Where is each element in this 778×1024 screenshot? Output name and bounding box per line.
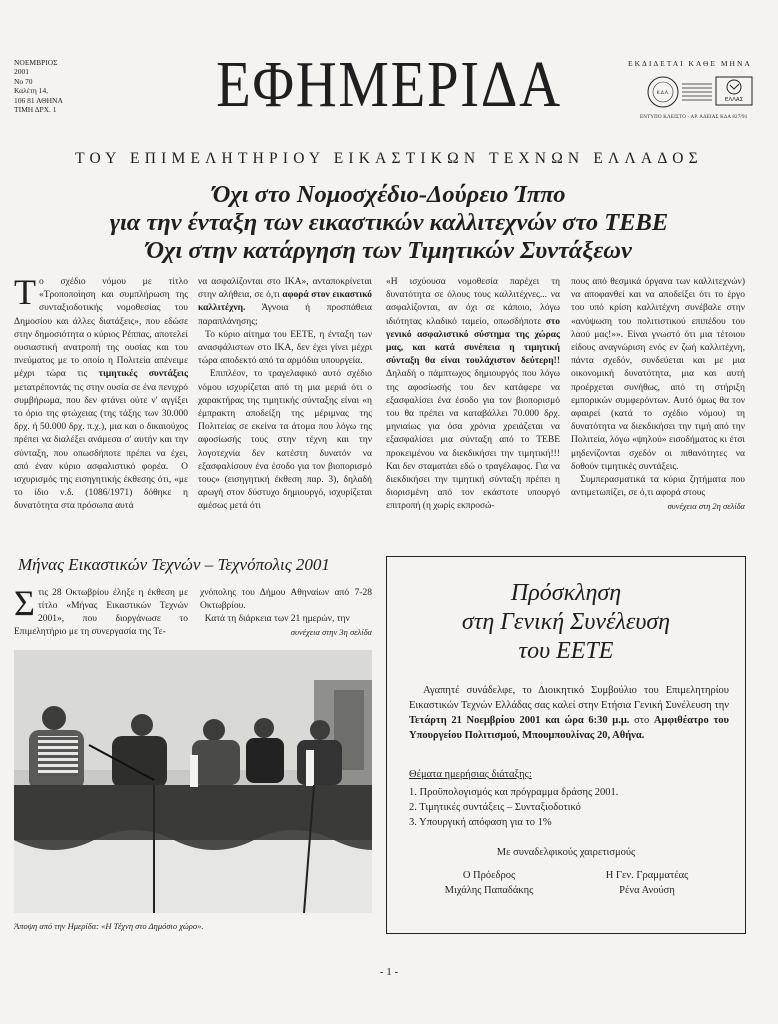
signature-president [409, 868, 569, 898]
article-2-text-1: τις 28 Οκτωβρίου έληξε η έκθεση με τίτλο «Μήνας Εικαστικών Τεχνών 2001», που διοργάνωσε το Επιμελητήριο με τη συνεργασία της Τε- [14, 588, 188, 637]
rich-text: πους από θεσμικά όργανα των καλλιτεχνών) να αποφανθεί και να αποδείξει ότι το έργο του υπό κρίση καλλιτέχνη συνέβαλε στην «ανύψωση του πολιτιστικού επιπέδου του λαού μας!»». Είναι γνωστό ότι μια τέτοιου είδους αναγνώριση ενός εν ζωή καλλιτέχνη, πάντα σχεδόν, συνδεύεται και με μια οικονομική δυνατότητα, μια και αυτή προέρχεται συνήθως, από τη στήριξη εμπορικών συμφερόντων. Αυτό όμως θα τον αφαιρεί (κατά το σχέδιο νόμου) τη δυνατότητα να διεκδικήσει την τιμή από την Πολιτεία, λόγω «ψηλού» εισοδήματος κι έτσι μηδενίζονται σχεδόν οι πιθανότητες να δοθούν τιμητικές συντάξεις. Συμπερασματικά τα κύρια ζητήματα που αντιμετωπίζει, σε ό,τι αφορά στους [571, 277, 745, 499]
masthead-subtitle: ΤΟΥ ΕΠΙΜΕΛΗΤΗΡΙΟΥ ΕΙΚΑΣΤΙΚΩΝ ΤΕΧΝΩΝ ΕΛΛΑΔΟΣ [75, 150, 703, 167]
rich-text: ο σχέδιο νόμου με τίτλο «Τροποποίηση και συμπλήρωση της συνταξιοδοτικής νομοθεσίας του Δημοσίου και άλλες διατάξεις», που εδώσε στην δημοσιότητα ο κύριος Ρέππας, αποτελεί ουσιαστική ανατροπή της ουσίας και του πνεύματος με το οποίο η Πολιτεία απένειμε μέχρι τώρα τις τιμητικές συντάξεις μετατρέποντάς τις στην ουσία σε ένα πενιχρό συμβήρωμα, που δεν φτάνει ούτε ν' αγγίξει το όριο της φτώχειας (της τάξης των 30.000 δρχ. ή 50.000 δρχ. π.χ.), μια και ο δικαιούχος πρέπει να διαλέξει ανάμεσα σ' αυτήν και την σύνταξη, που οπωσδήποτε πρέπει να έχει, από έναν κύριο ασφαλιστικό φορέα. Ο ισχυρισμός της εισηγητικής έκθεσης ότι, «με το ίδιο ν.δ. (1086/1971) δόθηκε η δυνατότητα στα πρόσωπα αυτά [14, 277, 188, 512]
headline-line-3: Όχι στην κατάργηση των Τιμητικών Συντάξεων [146, 237, 632, 264]
article-2-dropcap: Σ [14, 583, 35, 623]
lead-article-col-2 [198, 276, 372, 514]
president-name: Μιχάλης Παπαδάκης [444, 885, 534, 896]
continued-note: συνέχεια στη 2η σελίδα [667, 501, 745, 512]
agenda-item: 2. Τιμητικές συντάξεις – Συνταξιοδοτικό [409, 802, 581, 813]
address-street: Καλέτη 14, [14, 86, 49, 96]
invitation-body [409, 683, 729, 743]
issue-month: ΝΟΕΜΒΡΙΟΣ [14, 58, 58, 67]
lead-dropcap: Τ [14, 272, 36, 312]
rich-text: να ασφαλίζονται στο ΙΚΑ», ανταποκρίνεται στην αλήθεια, σε ό,τι αφορά στον εικαστικό καλλιτέχνη. Άγνοια ή προσπάθεια παραπλάνησης; Το κύριο αίτημα του ΕΕΤΕ, η ένταξη των ανασφάλιστων στο ΙΚΑ, δεν έχει γίνει μέχρι τώρα αποδεκτό από τα αρμόδια υπουργεία. Επιπλέον, το τραγελαφικό αυτό σχέδιο νόμου ισχυρίζεται από τη μια μεριά ότι ο χαρακτήρας της τιμητικής σύνταξης είναι «η έμπρακτη αποδείξη της μέριμνας της Πολιτείας σε εκείνα τα άτομα που λόγω της αφοσίωσής τους στην τέχνη και την λογοτεχνία δεν κατέστη δυνατόν να εξασφαλίσουν ένα έσοδο για τον βιοπορισμό τους» (εισηγητική έκθεση παρ. 3), δηλαδή αρωγή στον δύστυχο δημιουργό, ισχυρίζεται αμέσως μετά ότι [198, 277, 372, 512]
rich-text: «Η ισχύουσα νομοθεσία παρέχει τη δυνατότητα σε όλους τους καλλιτέχνες... να ασφαλίζονται, αν όχι σε κάποιο, λόγω ιδιότητας κλαδικό ταμείο, οπωσδήποτε στο γενικό ασφαλιστικό σύστημα της χώρας μας, και κατά συνέπεια η τιμητική σύνταξη θα είναι τουλάχιστον δεύτερη!! Δηλαδή ο πάμπτωχος δημιουργός που λόγω της αφοσίωσής του δεν κατάφερε να εξασφαλίσει ένα έσοδο για τον βιοπορισμό του θα πρέπει να καταβάλλει 70.000 δρχ. μηνιαίως για όσα χρόνια χρειάζεται να εξασφαλίσει μια σύνταξη από το ΤΕΒΕ προκειμένου να διεκδικήσει την τιμητική!!! Και δεν σταματάει εδώ ο τραγέλαφος. Για να διεκδικήσει την τιμητική σύνταξη πρέπει η διορισμένη από τον εκάστοτε υπουργό επιτροπή (η χωρίς εκπροσώ- [386, 277, 560, 512]
lead-article-col-3 [386, 276, 560, 514]
address-city: 106 81 ΑΘΗΝΑ [14, 95, 63, 105]
stamp-country: ΕΛΛΑΣ [724, 97, 744, 103]
agenda [409, 767, 729, 830]
invitation-title-2: στη Γενική Συνέλευση [461, 609, 671, 635]
article-2-col-1 [14, 583, 188, 639]
lead-article-col-1 [14, 272, 188, 514]
agenda-item: 1. Προϋπολογισμός και πρόγραμμα δράσης 2001. [409, 787, 619, 798]
stamp-note: ΕΝΤΥΠΟ ΚΛΕΙΣΤΟ - ΑΡ. ΑΔΕΙΑΣ ΚΔΑ 827/91 [640, 115, 748, 120]
secretary-title: Η Γεν. Γραμματέας [605, 870, 689, 881]
invitation-venue: Αμφιθέατρο του Υπουργείου Πολιτισμού, Μπουμπουλίνας 20, Αθήνα. [409, 715, 730, 741]
issue-number: Νο 70 [14, 76, 33, 86]
masthead-title: ΕΦΗΜΕΡΙΔΑ [216, 48, 562, 121]
invitation-text-1: Αγαπητέ συνάδελφε, το Διοικητικό Συμβούλιο του Επιμελητηρίου Εικαστικών Τεχνών Ελλάδας σας καλεί στην Ετήσια Γενική Συνέλευση την [409, 685, 729, 711]
invitation-title-1: Πρόσκληση [510, 580, 622, 606]
secretary-name: Ρένα Ανούση [619, 885, 675, 896]
issue-price: ΤΙΜΗ ΔΡΧ. 1 [14, 105, 57, 115]
signature-secretary [567, 868, 727, 898]
president-title: Ο Πρόεδρος [462, 870, 516, 881]
svg-text:Κ.Δ.Α.: Κ.Δ.Α. [656, 90, 670, 95]
greeting: Με συναδελφικούς χαιρετισμούς [496, 847, 636, 858]
article-2-col-2 [200, 587, 372, 639]
headline-line-2: για την ένταξη των εικαστικών καλλιτεχνών στο ΤΕΒΕ [109, 209, 669, 236]
article-2-title: Μήνας Εικαστικών Τεχνών – Τεχνόπολις 2001 [18, 555, 330, 574]
agenda-title: Θέματα ημερήσιας διάταξης: [409, 769, 532, 780]
publication-frequency: ΕΚΔΙΔΕΤΑΙ ΚΑΘΕ ΜΗΝΑ [628, 59, 752, 68]
invitation-title-3: του ΕΕΤΕ [518, 638, 614, 664]
invitation-text-2: στο [629, 715, 654, 726]
postal-stamp-icon [646, 72, 756, 112]
article-2-text-3: Κατά τη διάρκεια των 21 ημερών, την [200, 614, 350, 624]
invitation-box [386, 556, 746, 934]
agenda-item: 3. Υπουργική απόφαση για το 1% [409, 817, 552, 828]
lead-article [14, 272, 764, 546]
article-2-text-2: χνόπολης του Δήμου Αθηναίων από 7-28 Οκτωβρίου. [200, 588, 372, 611]
photo-caption: Άποψη από την Ημερίδα: «Η Τέχνη στο Δημόσιο χώρο». [14, 921, 204, 931]
invitation-date: Τετάρτη 21 Νοεμβρίου 2001 και ώρα 6:30 μ.μ. [409, 715, 630, 726]
lead-article-col-4 [571, 276, 745, 514]
headline-line-1: Όχι στο Νομοσχέδιο-Δούρειο Ίππο [212, 181, 566, 208]
photo-panel-discussion [14, 650, 372, 913]
issue-year: 2001 [14, 67, 29, 77]
continued-note-2: συνέχεια στην 3η σελίδα [290, 627, 372, 637]
page-number: - 1 - [379, 966, 399, 978]
